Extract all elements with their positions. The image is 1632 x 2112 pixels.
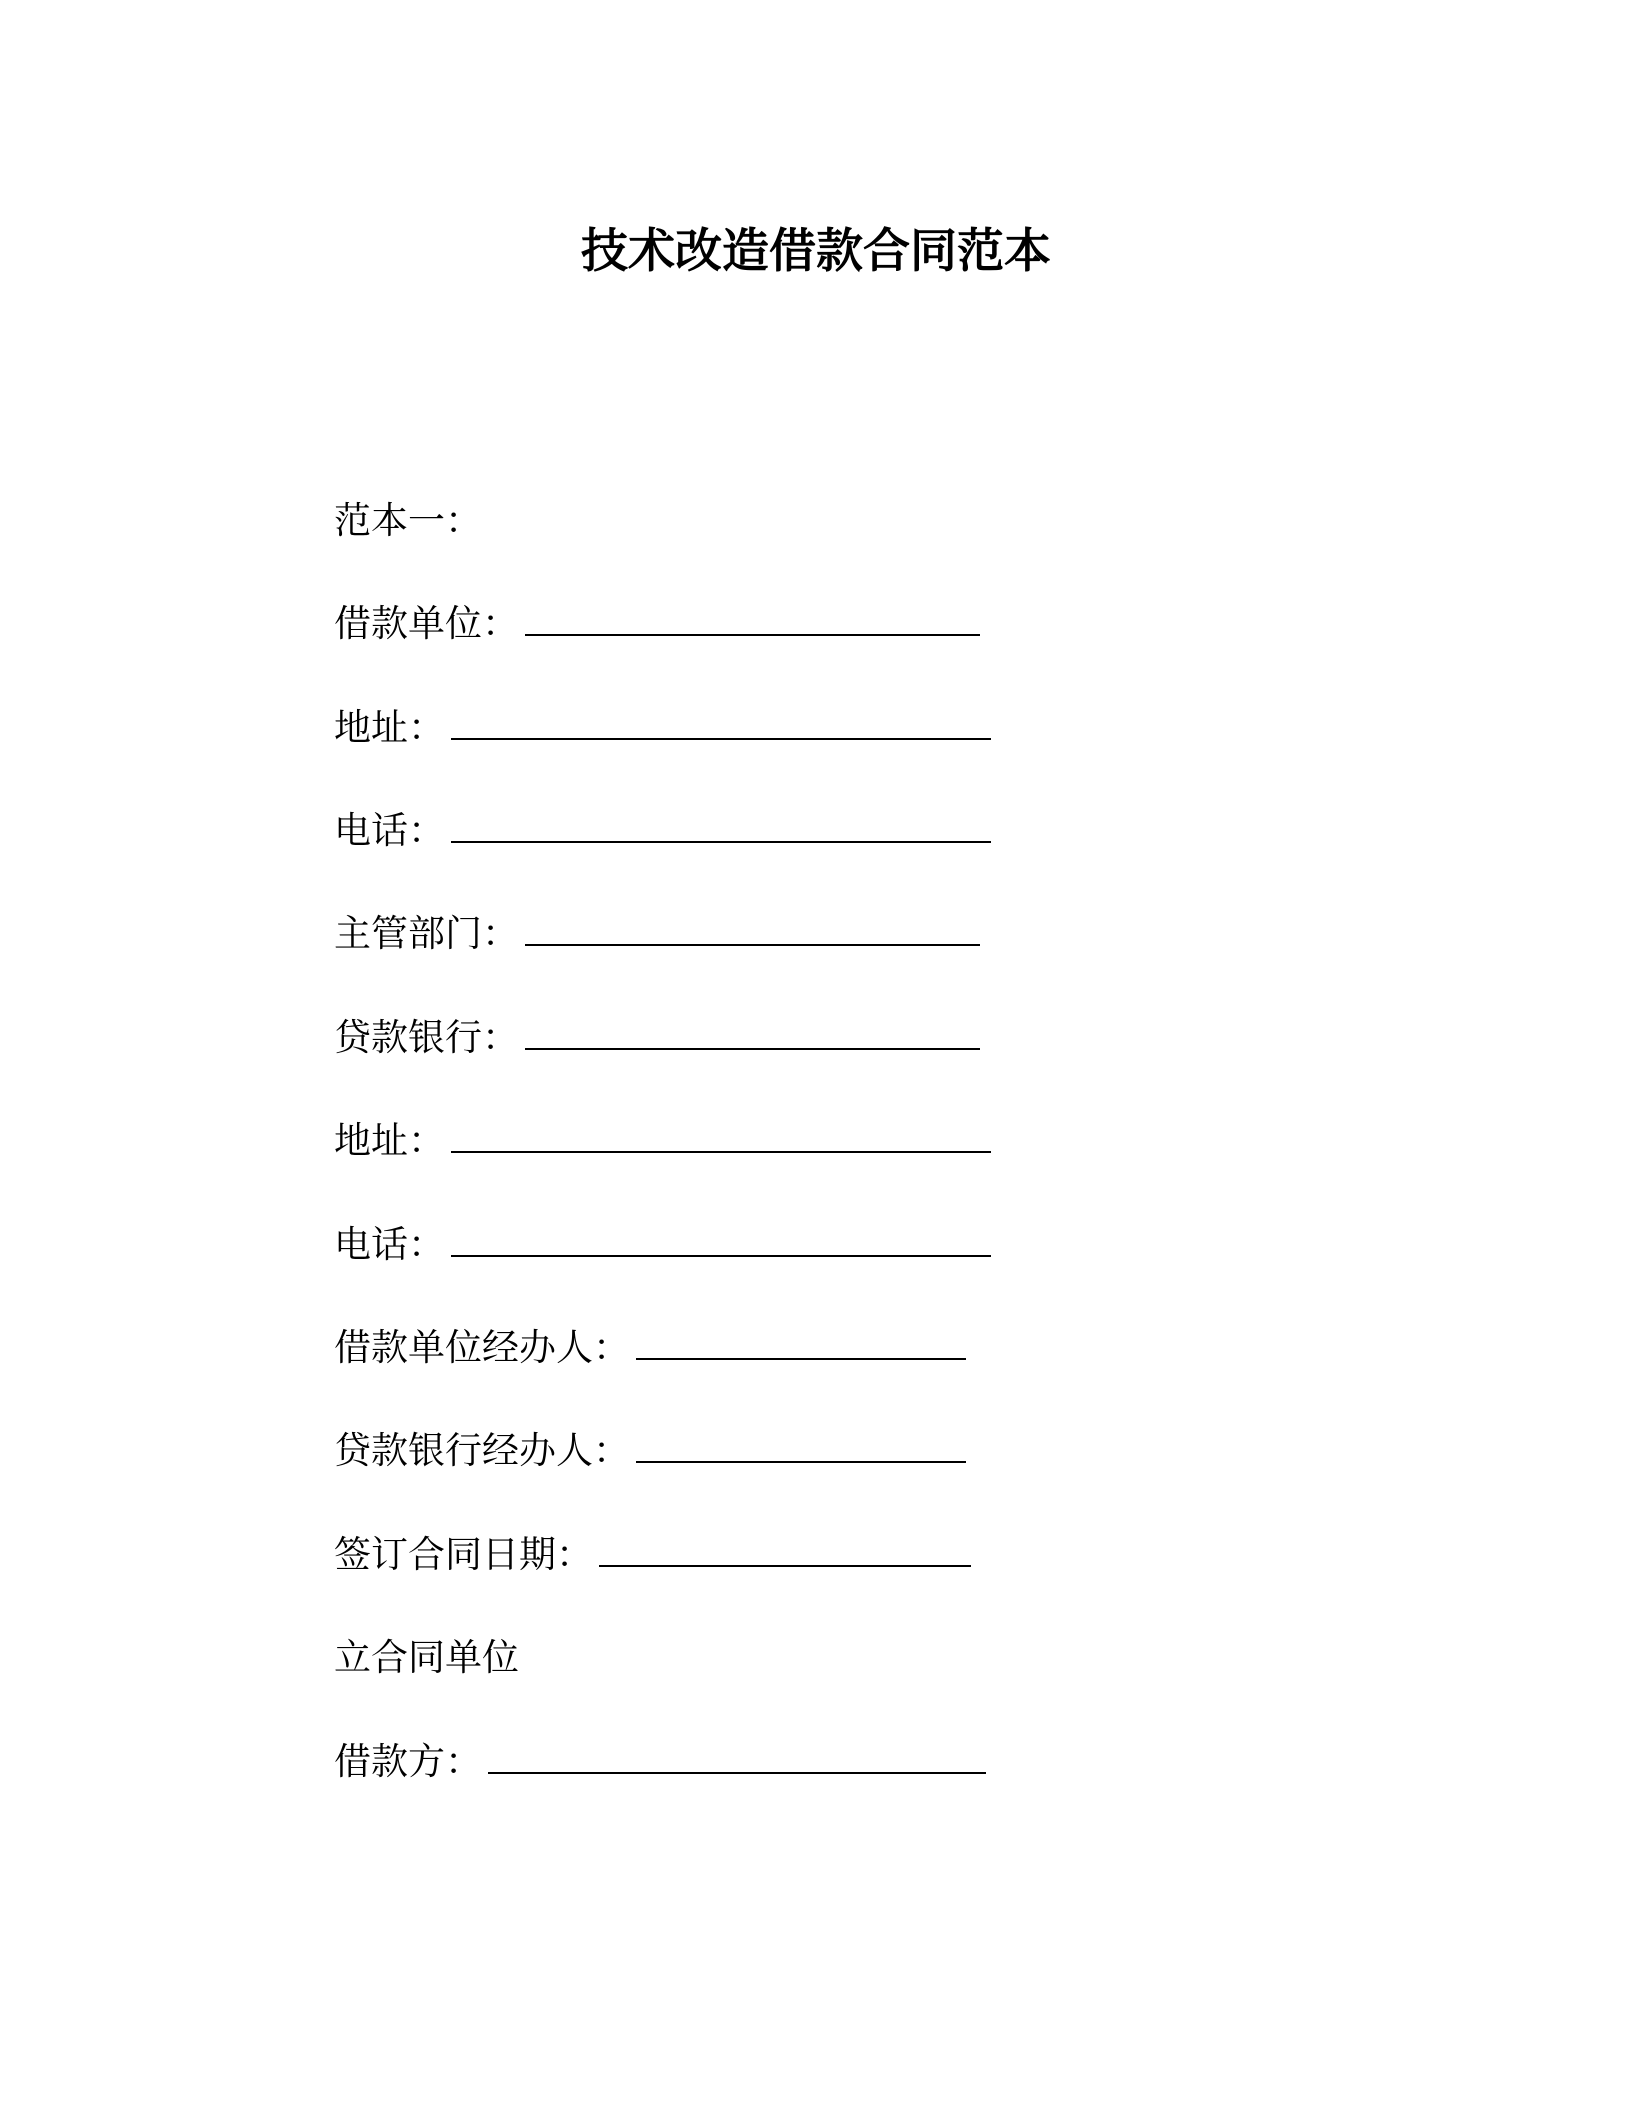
field-borrower-phone	[334, 807, 991, 855]
field-label: 主管部门：	[334, 912, 519, 955]
field-label: 贷款银行：	[334, 1016, 519, 1059]
fill-in-blank[interactable]	[451, 1225, 991, 1257]
field-bank-agent	[334, 1427, 966, 1475]
section-heading-text: 范本一：	[334, 499, 482, 542]
field-bank-address	[334, 1117, 991, 1165]
fill-in-blank[interactable]	[599, 1535, 971, 1567]
fill-in-blank[interactable]	[451, 708, 991, 740]
field-signing-date	[334, 1531, 971, 1579]
field-borrower-agent	[334, 1324, 966, 1372]
fill-in-blank[interactable]	[525, 914, 980, 946]
section-heading	[334, 497, 482, 545]
fill-in-blank[interactable]	[488, 1742, 986, 1774]
fill-in-blank[interactable]	[451, 1121, 991, 1153]
fill-in-blank[interactable]	[525, 1018, 980, 1050]
fill-in-blank[interactable]	[525, 604, 980, 636]
field-borrower-address	[334, 704, 991, 752]
field-supervising-department	[334, 910, 980, 958]
field-label: 借款方：	[334, 1740, 482, 1783]
fill-in-blank[interactable]	[451, 811, 991, 843]
fill-in-blank[interactable]	[636, 1328, 966, 1360]
field-label: 地址：	[334, 706, 445, 749]
signatory-heading	[334, 1634, 519, 1682]
field-label: 借款单位：	[334, 602, 519, 645]
field-label: 电话：	[334, 809, 445, 852]
field-borrower-party	[334, 1738, 986, 1786]
field-label: 贷款银行经办人：	[334, 1429, 630, 1472]
signatory-heading-text: 立合同单位	[334, 1636, 519, 1679]
field-label: 电话：	[334, 1223, 445, 1266]
field-label: 借款单位经办人：	[334, 1326, 630, 1369]
document-title: 技术改造借款合同范本	[581, 224, 1051, 279]
field-borrower-unit	[334, 600, 980, 648]
field-label: 签订合同日期：	[334, 1533, 593, 1576]
field-lending-bank	[334, 1014, 980, 1062]
field-bank-phone	[334, 1221, 991, 1269]
fill-in-blank[interactable]	[636, 1431, 966, 1463]
field-label: 地址：	[334, 1119, 445, 1162]
